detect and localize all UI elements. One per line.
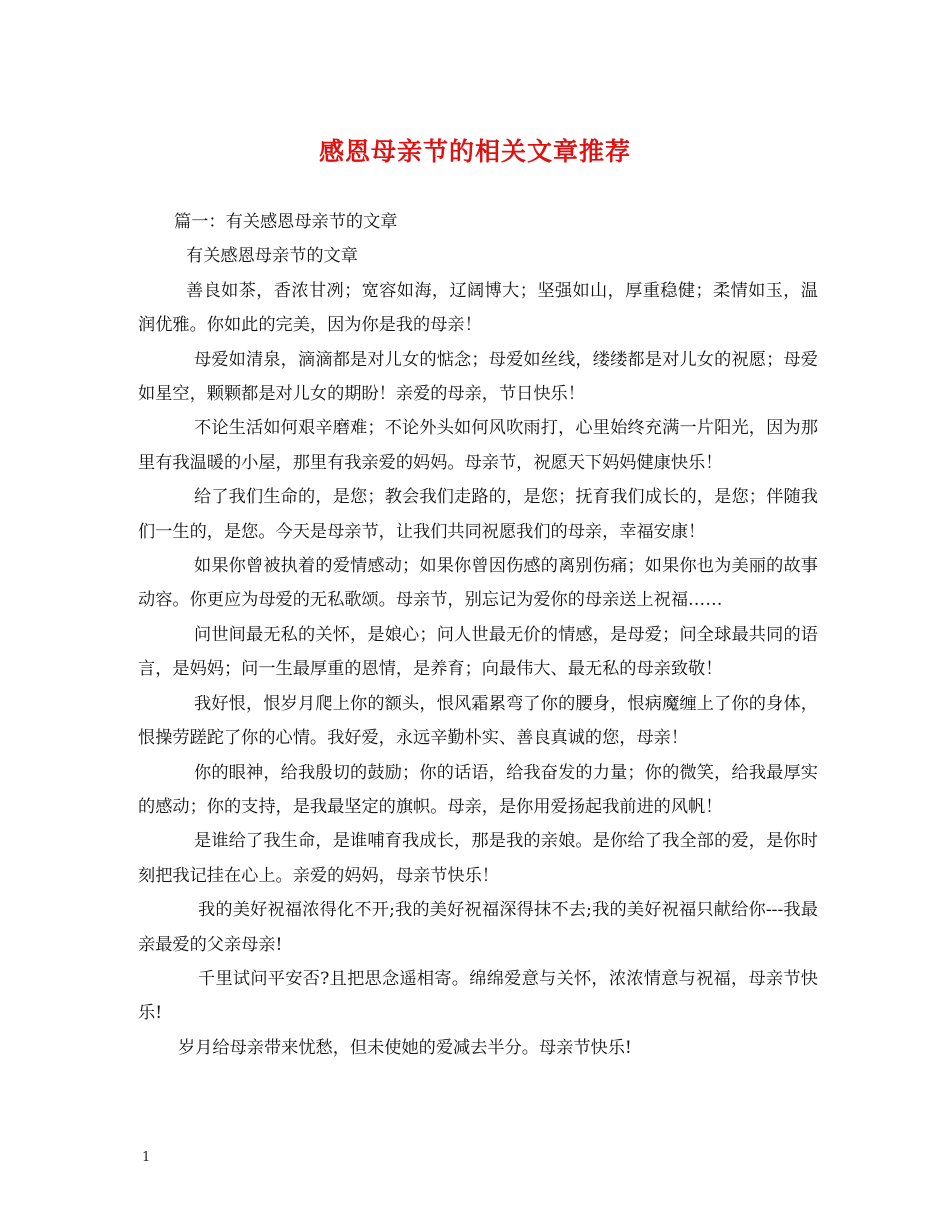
- document-title: 感恩母亲节的相关文章推荐: [318, 137, 631, 166]
- page-number: 1: [142, 1150, 151, 1165]
- paragraph: 是谁给了我生命，是谁哺育我成长，那是我的亲娘。是你给了我全部的爱，是你时刻把我记挂在心上。亲爱的妈妈，母亲节快乐！: [138, 831, 818, 886]
- paragraph: 如果你曾被执着的爱情感动；如果你曾因伤感的离别伤痛；如果你也为美丽的故事动容。你更应为母爱的无私歌颂。母亲节，别忘记为爱你的母亲送上祝福……: [138, 556, 818, 611]
- paragraph: 给了我们生命的，是您；教会我们走路的，是您；抚育我们成长的，是您；伴随我们一生的，是您。今天是母亲节，让我们共同祝愿我们的母亲，幸福安康！: [138, 487, 818, 542]
- paragraph: 我的美好祝福浓得化不开;我的美好祝福深得抹不去;我的美好祝福只献给你---我最亲最爱的父亲母亲!: [138, 900, 818, 955]
- paragraph: 千里试问平安否?且把思念遥相寄。绵绵爱意与关怀，浓浓情意与祝福，母亲节快乐!: [138, 968, 818, 1024]
- section-heading: 篇一：有关感恩母亲节的文章: [174, 212, 398, 232]
- paragraph: 善良如茶，香浓甘冽；宽容如海，辽阔博大；坚强如山，厚重稳健；柔情如玉，温润优雅。你如此的完美，因为你是我的母亲！: [138, 280, 818, 336]
- sub-heading: 有关感恩母亲节的文章: [186, 246, 358, 267]
- paragraph: 母爱如清泉，滴滴都是对儿女的惦念；母爱如丝线，缕缕都是对儿女的祝愿；母爱如星空，颗颗都是对儿女的期盼！亲爱的母亲，节日快乐！: [138, 349, 818, 405]
- paragraph: 不论生活如何艰辛磨难；不论外头如何风吹雨打，心里始终充满一片阳光，因为那里有我温暖的小屋，那里有我亲爱的妈妈。母亲节，祝愿天下妈妈健康快乐！: [138, 418, 818, 473]
- paragraph: 我好恨，恨岁月爬上你的额头，恨风霜累弯了你的腰身，恨病魔缠上了你的身体，恨操劳蹉跎了你的心情。我好爱，永远辛勤朴实、善良真诚的您，母亲！: [138, 693, 818, 749]
- paragraph: 你的眼神，给我殷切的鼓励；你的话语，给我奋发的力量；你的微笑，给我最厚实的感动；你的支持，是我最坚定的旗帜。母亲，是你用爱扬起我前进的风帆！: [138, 762, 818, 817]
- paragraph: 问世间最无私的关怀，是娘心；问人世最无价的情感，是母爱；问全球最共同的语言，是妈妈；问一生最厚重的恩情，是养育；向最伟大、最无私的母亲致敬！: [138, 624, 818, 680]
- document-body: [138, 205, 818, 1065]
- paragraph: 岁月给母亲带来忧愁，但未使她的爱减去半分。母亲节快乐!: [178, 1037, 632, 1058]
